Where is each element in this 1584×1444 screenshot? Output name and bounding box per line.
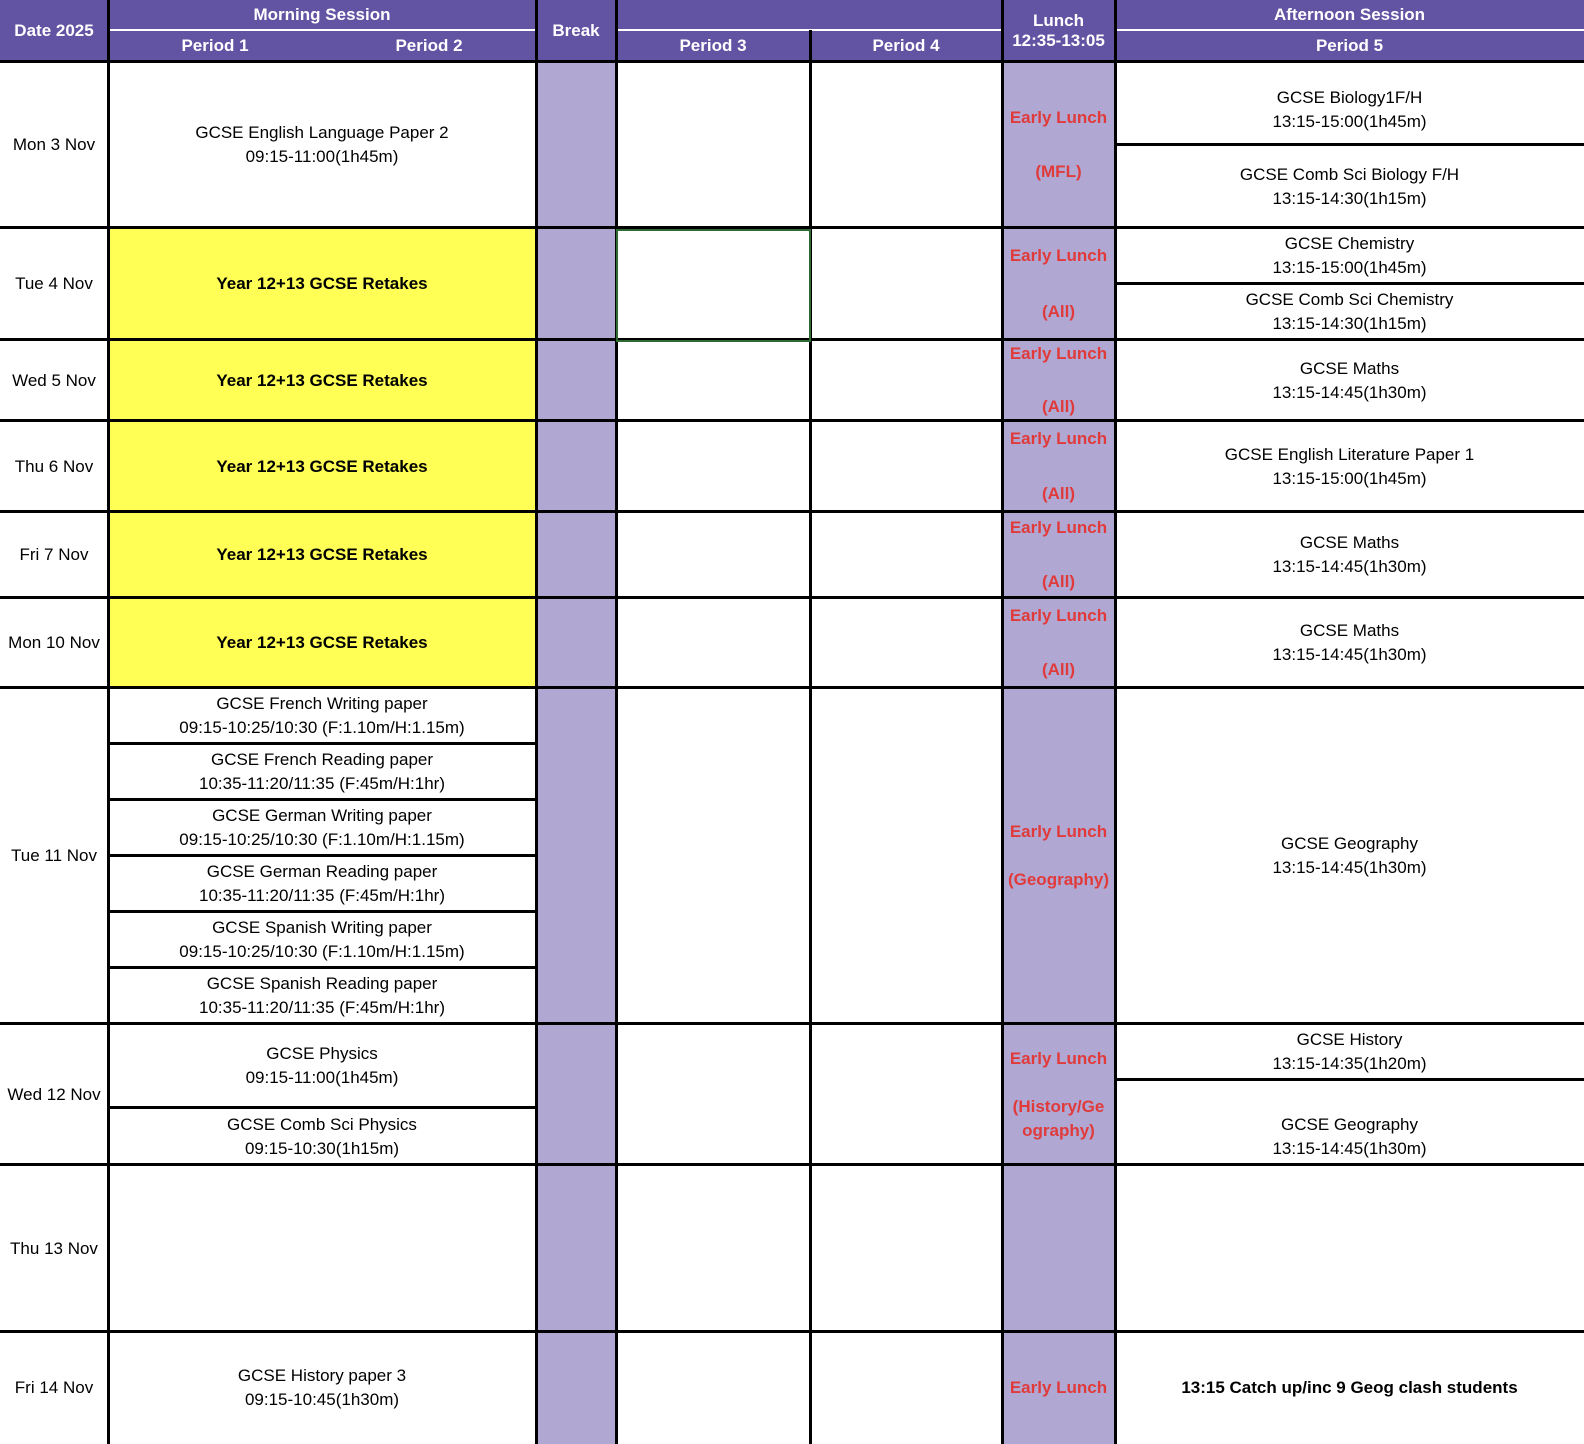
early-lunch-cell — [1002, 62, 1115, 228]
header-morning-label: Morning Session — [253, 5, 391, 24]
exam-title: GCSE Comb Sci Physics — [227, 1114, 417, 1134]
exam-title: GCSE Biology1F/H — [1276, 87, 1423, 107]
header-period-1-label: Period 1 — [181, 36, 249, 55]
retakes-cell — [108, 598, 536, 688]
morning-exam-cell — [108, 1108, 536, 1165]
retakes-label: Year 12+13 GCSE Retakes — [216, 370, 428, 390]
date-label: Mon 10 Nov — [8, 633, 100, 652]
header-period-3-label: Period 3 — [679, 36, 747, 55]
exam-title: GCSE English Literature Paper 1 — [1224, 444, 1475, 464]
exam-time: 13:15-14:45(1h30m) — [1272, 858, 1427, 877]
date-cell — [0, 1024, 108, 1165]
morning-exam-cell — [108, 912, 536, 968]
exam-time: 09:15-10:25/10:30 (F:1.10m/H:1.15m) — [179, 718, 465, 737]
early-lunch-cell — [1002, 512, 1115, 598]
early-lunch-label: Early Lunch — [1009, 246, 1108, 265]
exam-time: 13:15-14:45(1h30m) — [1272, 1138, 1427, 1158]
afternoon-exam-cell — [1115, 1080, 1584, 1165]
header-period-1 — [108, 30, 322, 62]
early-lunch-group: (All) — [1041, 572, 1076, 591]
exam-title: GCSE English Language Paper 2 — [195, 123, 449, 142]
header-period-4-label: Period 4 — [872, 36, 940, 55]
early-lunch-label: Early Lunch — [1009, 108, 1108, 127]
early-lunch-label: Early Lunch — [1009, 822, 1108, 841]
exam-title: GCSE Maths — [1299, 621, 1400, 640]
header-afternoon-session — [1115, 0, 1584, 30]
exam-time: 09:15-10:25/10:30 (F:1.10m/H:1.15m) — [179, 942, 465, 961]
retakes-label: Year 12+13 GCSE Retakes — [216, 274, 428, 293]
header-lunch-time: 12:35-13:05 — [1012, 31, 1105, 50]
header-period-2-label: Period 2 — [395, 36, 463, 55]
exam-title: GCSE History — [1296, 1030, 1403, 1049]
header-afternoon-label: Afternoon Session — [1273, 5, 1426, 24]
afternoon-exam-cell — [1115, 1024, 1584, 1080]
afternoon-exam-cell — [1115, 512, 1584, 598]
morning-exam-cell — [108, 968, 536, 1024]
exam-time: 10:35-11:20/11:35 (F:45m/H:1hr) — [198, 774, 445, 793]
exam-title: GCSE Physics — [266, 1044, 378, 1063]
afternoon-exam-cell — [1115, 228, 1584, 284]
date-label: Tue 11 Nov — [11, 846, 97, 865]
date-cell — [0, 62, 108, 228]
date-cell — [0, 598, 108, 688]
exam-title: GCSE Chemistry — [1284, 234, 1415, 253]
early-lunch-group-line-2: ography) — [1022, 1120, 1095, 1140]
header-break-label: Break — [552, 21, 600, 40]
exam-time: 09:15-10:45(1h30m) — [244, 1390, 400, 1409]
early-lunch-cell — [1002, 1024, 1115, 1165]
date-label: Wed 5 Nov — [12, 370, 96, 390]
exam-time: 10:35-11:20/11:35 (F:45m/H:1hr) — [198, 886, 445, 905]
exam-title: GCSE History paper 3 — [237, 1366, 407, 1385]
exam-time: 09:15-11:00(1h45m) — [245, 147, 399, 166]
afternoon-exam-cell — [1115, 340, 1584, 421]
early-lunch-cell — [1002, 228, 1115, 340]
early-lunch-group: (All) — [1041, 660, 1076, 679]
exam-title: GCSE Maths — [1299, 358, 1400, 378]
early-lunch-label: Early Lunch — [1009, 1378, 1108, 1397]
exam-time: 13:15-14:45(1h30m) — [1272, 645, 1427, 664]
catch-up-label: 13:15 Catch up/inc 9 Geog clash students — [1181, 1378, 1518, 1397]
early-lunch-cell — [1002, 340, 1115, 421]
exam-title: GCSE German Reading paper — [206, 862, 438, 881]
exam-time: 13:15-15:00(1h45m) — [1272, 258, 1427, 277]
date-cell — [0, 1165, 108, 1332]
break-column — [536, 62, 616, 1444]
retakes-label: Year 12+13 GCSE Retakes — [216, 633, 428, 652]
exam-time: 13:15-14:45(1h30m) — [1272, 557, 1427, 576]
morning-exam-cell — [108, 800, 536, 856]
retakes-cell — [108, 512, 536, 598]
header-blank — [616, 0, 1002, 30]
date-label: Thu 6 Nov — [14, 456, 94, 476]
exam-time: 13:15-14:35(1h20m) — [1272, 1054, 1427, 1073]
header-period-5 — [1115, 30, 1584, 62]
exam-title: GCSE Geography — [1280, 1114, 1418, 1134]
header-lunch — [1002, 0, 1115, 62]
early-lunch-group-line-1: (History/Ge — [1012, 1096, 1105, 1116]
date-label: Fri 7 Nov — [19, 545, 89, 564]
early-lunch-label: Early Lunch — [1009, 344, 1108, 363]
header-lunch-label: Lunch — [1033, 11, 1084, 30]
early-lunch-cell — [1002, 1332, 1115, 1444]
exam-time: 09:15-10:30(1h15m) — [244, 1138, 400, 1158]
morning-exam-cell — [108, 1332, 536, 1444]
exam-title: GCSE Spanish Writing paper — [212, 918, 432, 937]
date-cell — [0, 512, 108, 598]
early-lunch-label: Early Lunch — [1009, 606, 1108, 625]
early-lunch-cell — [1002, 688, 1115, 1024]
afternoon-exam-cell — [1115, 421, 1584, 512]
early-lunch-label: Early Lunch — [1009, 429, 1108, 448]
exam-title: GCSE Spanish Reading paper — [206, 974, 438, 993]
date-cell — [0, 340, 108, 421]
afternoon-exam-cell — [1115, 145, 1584, 228]
date-cell — [0, 228, 108, 340]
morning-exam-cell — [108, 688, 536, 744]
exam-title: GCSE French Reading paper — [210, 750, 434, 769]
date-cell — [0, 421, 108, 512]
exam-title: GCSE German Writing paper — [212, 806, 432, 825]
exam-title: GCSE Maths — [1299, 533, 1400, 552]
afternoon-exam-cell — [1115, 284, 1584, 340]
early-lunch-group: (Geography) — [1007, 870, 1110, 889]
exam-time: 13:15-14:30(1h15m) — [1272, 314, 1427, 333]
header-break — [536, 0, 616, 62]
exam-time: 09:15-11:00(1h45m) — [245, 1068, 399, 1087]
date-label: Wed 12 Nov — [7, 1084, 101, 1104]
early-lunch-cell — [1002, 421, 1115, 512]
exam-title: GCSE French Writing paper — [216, 694, 428, 713]
header-date-label: Date 2025 — [14, 21, 94, 40]
date-label: Tue 4 Nov — [15, 274, 93, 293]
date-label: Thu 13 Nov — [10, 1238, 98, 1258]
exam-time: 13:15-14:30(1h15m) — [1272, 188, 1427, 208]
date-label: Fri 14 Nov — [14, 1378, 94, 1397]
header-morning-session — [108, 0, 536, 30]
retakes-cell — [108, 421, 536, 512]
early-lunch-group: (All) — [1041, 302, 1076, 321]
exam-title: GCSE Comb Sci Biology F/H — [1239, 164, 1460, 184]
morning-exam-cell — [108, 744, 536, 800]
early-lunch-group: (All) — [1041, 397, 1076, 416]
early-lunch-group: (All) — [1041, 484, 1076, 503]
morning-exam-cell — [108, 856, 536, 912]
retakes-cell — [108, 228, 536, 340]
date-cell — [0, 1332, 108, 1444]
afternoon-exam-cell — [1115, 598, 1584, 688]
morning-exam-cell — [108, 62, 536, 228]
exam-time: 13:15-14:45(1h30m) — [1272, 382, 1427, 402]
header-period-2 — [322, 30, 536, 62]
date-label: Mon 3 Nov — [12, 135, 96, 154]
header-period-5-label: Period 5 — [1315, 36, 1384, 55]
exam-title: GCSE Comb Sci Chemistry — [1245, 290, 1454, 309]
header-period-3 — [616, 30, 810, 62]
exam-title: GCSE Geography — [1280, 834, 1418, 853]
retakes-label: Year 12+13 GCSE Retakes — [216, 545, 428, 564]
selected-cell-outline[interactable] — [616, 229, 811, 342]
exam-time: 13:15-15:00(1h45m) — [1272, 111, 1427, 131]
exam-time: 10:35-11:20/11:35 (F:45m/H:1hr) — [198, 998, 445, 1017]
early-lunch-group: (MFL) — [1035, 162, 1082, 181]
afternoon-exam-cell — [1115, 688, 1584, 1024]
retakes-label: Year 12+13 GCSE Retakes — [216, 456, 428, 476]
early-lunch-label: Early Lunch — [1009, 1048, 1108, 1068]
early-lunch-cell — [1002, 598, 1115, 688]
retakes-cell — [108, 340, 536, 421]
header-date — [0, 0, 108, 62]
exam-time: 09:15-10:25/10:30 (F:1.10m/H:1.15m) — [179, 830, 465, 849]
exam-time: 13:15-15:00(1h45m) — [1272, 468, 1427, 488]
date-cell — [0, 688, 108, 1024]
morning-exam-cell — [108, 1024, 536, 1108]
afternoon-exam-cell — [1115, 62, 1584, 145]
afternoon-catch-up-cell — [1115, 1332, 1584, 1444]
early-lunch-label: Early Lunch — [1009, 518, 1108, 537]
header-period-4 — [810, 30, 1002, 62]
